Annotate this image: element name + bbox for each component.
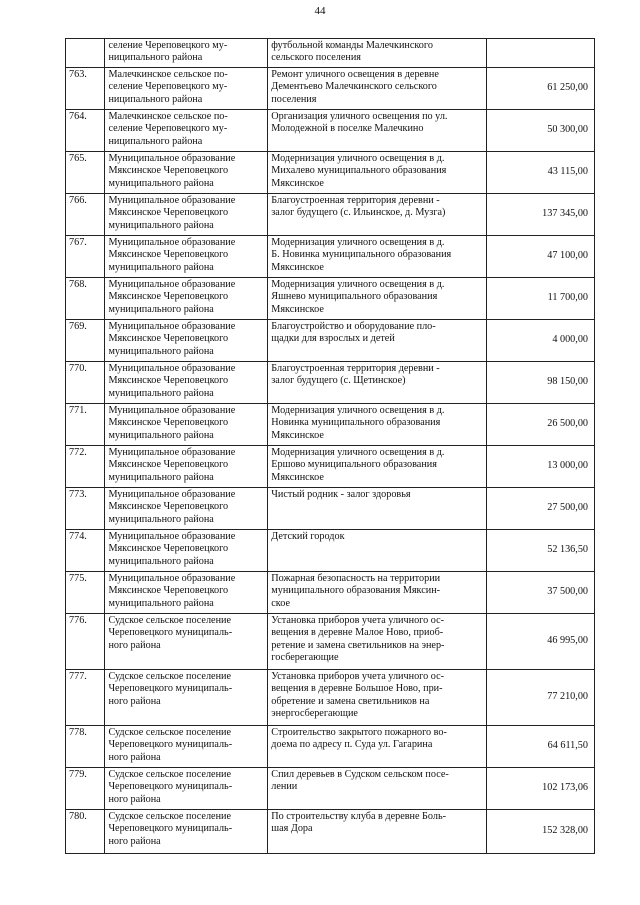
row-number-cell: 771. [66,404,105,446]
row-number-cell: 770. [66,362,105,404]
municipality-cell: Муниципальное образование Мяксинское Череповецкого муниципального района [105,488,268,530]
amount-cell: 26 500,00 [486,404,594,446]
grants-table-body [66,39,595,854]
row-number-cell: 780. [66,810,105,854]
municipality-cell: Малечкинское сельское по- селение Череповецкого му- ниципального района [105,68,268,110]
amount-cell: 13 000,00 [486,446,594,488]
municipality-cell: Судское сельское поселение Череповецкого муниципаль- ного района [105,614,268,670]
project-cell: Модернизация уличного освещения в д. Б. Новинка муниципального образования Мяксинское [268,236,486,278]
project-cell: Чистый родник - залог здоровья [268,488,486,530]
project-cell: Модернизация уличного освещения в д. Михалево муниципального образования Мяксинское [268,152,486,194]
table-row [66,530,595,572]
table-row [66,152,595,194]
municipality-cell: Муниципальное образование Мяксинское Череповецкого муниципального района [105,194,268,236]
amount-cell: 52 136,50 [486,530,594,572]
project-cell: Ремонт уличного освещения в деревне Дементьево Малечкинского сельского поселения [268,68,486,110]
municipality-cell: Судское сельское поселение Череповецкого муниципаль- ного района [105,726,268,768]
municipality-cell: Муниципальное образование Мяксинское Череповецкого муниципального района [105,236,268,278]
row-number-cell: 766. [66,194,105,236]
project-cell: Модернизация уличного освещения в д. Яшнево муниципального образования Мяксинское [268,278,486,320]
row-number-cell: 764. [66,110,105,152]
project-cell: Благоустройство и оборудование пло- щадки для взрослых и детей [268,320,486,362]
table-row [66,768,595,810]
municipality-cell: селение Череповецкого му- ниципального района [105,39,268,68]
table-row [66,194,595,236]
amount-cell: 50 300,00 [486,110,594,152]
project-cell: футбольной команды Малечкинского сельского поселения [268,39,486,68]
table-row [66,236,595,278]
table-row [66,404,595,446]
project-cell: Установка приборов учета уличного ос- вещения в деревне Большое Ново, при- обретение и замена светильников на энергосберегающие [268,670,486,726]
municipality-cell: Муниципальное образование Мяксинское Череповецкого муниципального района [105,362,268,404]
project-cell: Пожарная безопасность на территории муниципального образования Мяксин- ское [268,572,486,614]
municipality-cell: Муниципальное образование Мяксинское Череповецкого муниципального района [105,320,268,362]
amount-cell: 137 345,00 [486,194,594,236]
project-cell: Благоустроенная территория деревни - залог будущего (с. Ильинское, д. Музга) [268,194,486,236]
row-number-cell: 765. [66,152,105,194]
row-number-cell: 778. [66,726,105,768]
grants-table [65,38,595,854]
project-cell: Спил деревьев в Судском сельском посе- лении [268,768,486,810]
table-row [66,110,595,152]
amount-cell: 152 328,00 [486,810,594,854]
municipality-cell: Муниципальное образование Мяксинское Череповецкого муниципального района [105,530,268,572]
municipality-cell: Муниципальное образование Мяксинское Череповецкого муниципального района [105,152,268,194]
amount-cell: 37 500,00 [486,572,594,614]
row-number-cell: 763. [66,68,105,110]
amount-cell: 64 611,50 [486,726,594,768]
municipality-cell: Судское сельское поселение Череповецкого муниципаль- ного района [105,768,268,810]
project-cell: Организация уличного освещения по ул. Молодежной в поселке Малечкино [268,110,486,152]
project-cell: Детский городок [268,530,486,572]
municipality-cell: Судское сельское поселение Череповецкого муниципаль- ного района [105,670,268,726]
row-number-cell: 777. [66,670,105,726]
row-number-cell: 774. [66,530,105,572]
row-number-cell: 772. [66,446,105,488]
amount-cell: 46 995,00 [486,614,594,670]
amount-cell: 61 250,00 [486,68,594,110]
project-cell: Модернизация уличного освещения в д. Ершово муниципального образования Мяксинское [268,446,486,488]
amount-cell: 4 000,00 [486,320,594,362]
table-row [66,320,595,362]
row-number-cell: 769. [66,320,105,362]
row-number-cell: 776. [66,614,105,670]
table-row [66,670,595,726]
row-number-cell: 768. [66,278,105,320]
row-number-cell: 767. [66,236,105,278]
table-row-continuation [66,39,595,68]
municipality-cell: Муниципальное образование Мяксинское Череповецкого муниципального района [105,404,268,446]
municipality-cell: Малечкинское сельское по- селение Череповецкого му- ниципального района [105,110,268,152]
table-row [66,488,595,530]
row-number-cell: 773. [66,488,105,530]
project-cell: По строительству клуба в деревне Боль- шая Дора [268,810,486,854]
table-row [66,68,595,110]
project-cell: Модернизация уличного освещения в д. Новинка муниципального образования Мяксинское [268,404,486,446]
amount-cell: 77 210,00 [486,670,594,726]
municipality-cell: Муниципальное образование Мяксинское Череповецкого муниципального района [105,278,268,320]
amount-cell: 11 700,00 [486,278,594,320]
table-row [66,278,595,320]
amount-cell: 47 100,00 [486,236,594,278]
table-row [66,726,595,768]
project-cell: Благоустроенная территория деревни - залог будущего (с. Щетинское) [268,362,486,404]
row-number-cell [66,39,105,68]
amount-cell: 27 500,00 [486,488,594,530]
project-cell: Строительство закрытого пожарного во- доема по адресу п. Суда ул. Гагарина [268,726,486,768]
row-number-cell: 779. [66,768,105,810]
amount-cell: 102 173,06 [486,768,594,810]
table-row [66,362,595,404]
table-row [66,446,595,488]
row-number-cell: 775. [66,572,105,614]
page-number: 44 [314,5,326,17]
table-row [66,614,595,670]
municipality-cell: Муниципальное образование Мяксинское Череповецкого муниципального района [105,572,268,614]
table-row [66,810,595,854]
amount-cell: 43 115,00 [486,152,594,194]
amount-cell: 98 150,00 [486,362,594,404]
municipality-cell: Судское сельское поселение Череповецкого муниципаль- ного района [105,810,268,854]
table-row [66,572,595,614]
project-cell: Установка приборов учета уличного ос- вещения в деревне Малое Ново, приоб- ретение и замена светильников на энер- госберегающие [268,614,486,670]
municipality-cell: Муниципальное образование Мяксинское Череповецкого муниципального района [105,446,268,488]
amount-cell [486,39,594,68]
